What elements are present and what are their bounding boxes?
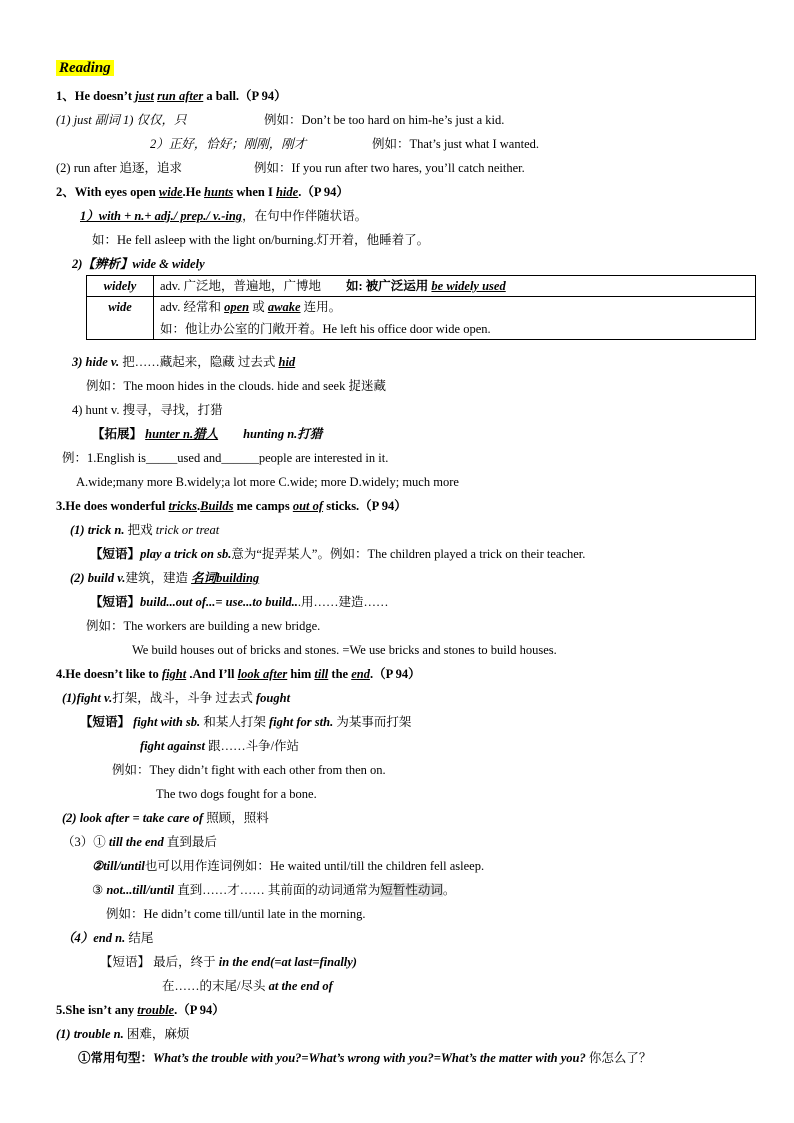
keyword-end: end	[351, 667, 370, 681]
with-structure: 1）with + n.+ adj./ prep./ v.-ing，在句中作伴随状语。	[80, 209, 368, 223]
not-till-until: ③ not...till/until 直到……才…… 其前面的动词通常为短暂性动词。	[92, 883, 456, 897]
build-phrase: 【短语】build...out of...= use...to build...用……建造……	[90, 595, 389, 609]
till-example: 例如：He didn’t come till/until late in the morning.	[106, 907, 366, 921]
table-value-widely: adv. 广泛地，普遍地，广博地 如: 被广泛运用 be widely used	[154, 276, 756, 297]
wide-widely-table	[86, 275, 756, 340]
item-2-heading: 2、With eyes open wide.He hunts when I hide.（P 94）	[56, 185, 349, 199]
keyword-just: just	[135, 89, 154, 103]
wide-widely-heading: 2)【辨析】wide & widely	[72, 257, 205, 271]
trouble-meaning: (1) trouble n. 困难，麻烦	[56, 1027, 190, 1041]
hunt-extension: 【拓展】 hunter n.猎人 hunting n.打猎	[92, 427, 323, 441]
just-example-2: 例如：That’s just what I wanted.	[372, 137, 539, 151]
table-value-wide: adv. 经常和 open 或 awake 连用。 如：他让办公室的门敞开着。He left his office door wide open.	[154, 297, 756, 340]
till-the-end: （3）① till the end 直到最后	[62, 835, 217, 849]
exercise-question: 例：1.English is_____used and______people are interested in it.	[62, 451, 389, 465]
section-title: Reading	[56, 60, 114, 76]
item-4-heading: 4.He doesn’t like to fight .And I’ll look after him till the end.（P 94）	[56, 667, 421, 681]
trick-phrase: 【短语】play a trick on sb.意为“捉弄某人”。例如：The children played a trick on their teacher.	[90, 547, 586, 561]
fight-meaning: (1)fight v.打架，战斗，斗争 过去式 fought	[62, 691, 291, 705]
keyword-tricks: tricks	[168, 499, 197, 513]
heading-text: 1、He doesn’t	[56, 89, 136, 103]
table-row	[87, 276, 756, 297]
table-key-wide: wide	[87, 297, 154, 340]
keyword-out-of: out of	[292, 499, 324, 513]
keyword-run-after: run after	[157, 89, 204, 103]
keyword-trouble: trouble	[137, 1003, 175, 1017]
hunt-meaning: 4) hunt v. 搜寻，寻找，打猎	[72, 403, 223, 417]
item-5-heading: 5.She isn’t any trouble.（P 94）	[56, 1003, 225, 1017]
hide-meaning: 3) hide v. 把……藏起来，隐藏 过去式 hid	[72, 355, 296, 369]
keyword-fight: fight	[161, 667, 187, 681]
look-after-meaning: (2) look after = take care of 照顾，照料	[62, 811, 269, 825]
just-meaning-2: 2）正好，恰好；刚刚，刚才	[150, 137, 307, 151]
keyword-hide: hide	[275, 185, 299, 199]
end-phrase-1: 【短语】 最后，终于 in the end(=at last=finally)	[100, 955, 357, 969]
item-1-heading: 1、He doesn’t just run after a ball.（P 94）	[56, 89, 287, 103]
keyword-wide: wide	[158, 185, 183, 199]
till-until-conjunction: ②till/until也可以用作连词例如：He waited until/till the children fell asleep.	[92, 859, 485, 873]
exercise-options: A.wide;many more B.widely;a lot more C.wide; more D.widely; much more	[76, 475, 459, 489]
keyword-till: till	[314, 667, 329, 681]
end-phrase-2: 在……的末尾/尽头 at the end of	[162, 979, 333, 993]
keyword-builds: Builds	[200, 499, 234, 513]
end-meaning: （4）end n. 结尾	[62, 931, 154, 945]
table-key-widely: widely	[87, 276, 154, 297]
table-row	[87, 297, 756, 340]
just-meaning-1: (1) just 副词 1) 仅仅，只	[56, 113, 187, 127]
build-example-1: 例如：The workers are building a new bridge.	[86, 619, 321, 633]
run-after-example: 例如：If you run after two hares, you’ll catch neither.	[254, 161, 525, 175]
with-example: 如：He fell asleep with the light on/burning.灯开着，他睡着了。	[92, 233, 430, 247]
hide-example: 例如：The moon hides in the clouds. hide and seek 捉迷藏	[86, 379, 386, 393]
keyword-look-after: look after	[237, 667, 288, 681]
run-after-meaning: (2) run after 追逐，追求	[56, 161, 183, 175]
trouble-pattern: ①常用句型：What’s the trouble with you?=What’s wrong with you?=What’s the matter with you? 你怎么了？	[78, 1051, 652, 1065]
keyword-hunts: hunts	[204, 185, 234, 199]
just-example-1: 例如：Don’t be too hard on him-he’s just a kid.	[264, 113, 505, 127]
build-example-2: We build houses out of bricks and stones. =We use bricks and stones to build houses.	[132, 643, 557, 657]
trick-meaning: (1) trick n. 把戏 trick or treat	[70, 523, 220, 537]
highlighted-term: 短暂性动词	[380, 883, 443, 897]
build-meaning: (2) build v.建筑，建造 名词building	[70, 571, 260, 585]
fight-phrase-2: fight against 跟……斗争/作站	[140, 739, 300, 753]
item-3-heading: 3.He does wonderful tricks.Builds me camps out of sticks.（P 94）	[56, 499, 407, 513]
fight-example-2: The two dogs fought for a bone.	[156, 787, 317, 801]
fight-example-1: 例如：They didn’t fight with each other from then on.	[112, 763, 386, 777]
fight-phrase-1: 【短语】 fight with sb. 和某人打架 fight for sth. 为某事而打架	[80, 715, 412, 729]
